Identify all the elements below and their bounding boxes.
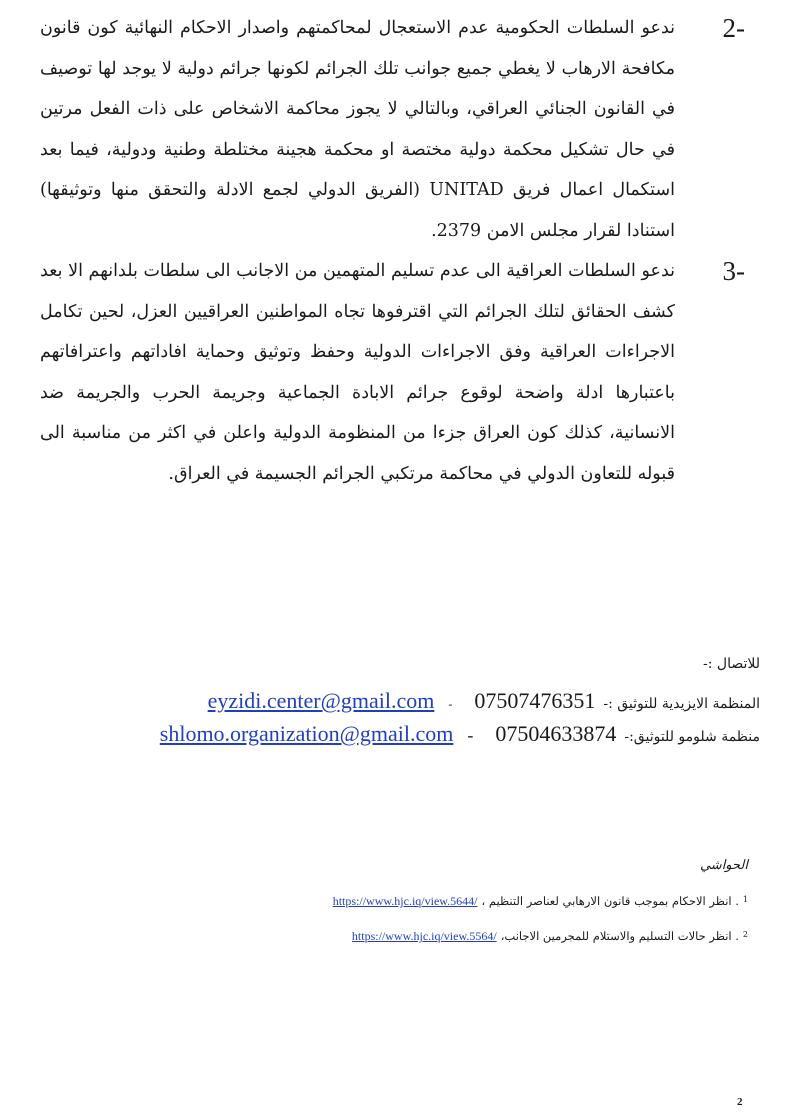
footnote-text: . انظر حالات التسليم والاستلام للمجرمين الاجانب، (500, 929, 739, 943)
organization-name: المنظمة الايزيدية للتوثيق :- (603, 696, 760, 712)
contact-row-shlomo (160, 721, 760, 747)
separator-dash: - (448, 697, 453, 711)
separator-dash: - (467, 725, 474, 745)
page-number: 2 (737, 1096, 743, 1108)
numbered-paragraph-2 (40, 8, 745, 252)
footnote-1 (333, 894, 748, 909)
paragraph-text: ندعو السلطات الحكومية عدم الاستعجال لمحاكمتهم واصدار الاحكام النهائية كون قانون مكافحة الارهاب لا يغطي جميع جوانب تلك الجرائم لكونها جرائم دولية لا يوجد لها توصيف في القانون الجنائي العراقي، وبالتالي لا يجوز محاكمة الاشخاص على ذات الفعل مرتين في حال تشكيل محكمة دولية مختصة او محكمة هجينة مختلطة وطنية ودولية، فيما بعد استكمال اعمال فريق UNITAD (الفريق الدولي لجمع الادلة والتحقق منها وتوثيقها) استنادا لقرار مجلس الامن 2379. (40, 18, 675, 241)
phone-number: 07507476351 (474, 688, 596, 713)
paragraph-text: ندعو السلطات العراقية الى عدم تسليم المتهمين من الاجانب الى سلطات بلدانهم الا بعد كشف الحقائق لتلك الجرائم التي اقترفوها تجاه المواطنين العراقيين العزل، لحين تكامل الاجراءات العراقية وفق الاجراءات الدولية وحفظ وتوثيق وحماية افاداتهم واعترافاتهم باعتبارها ادلة واضحة لوقوع جرائم الابادة الجماعية وجريمة الحرب والجريمة ضد الانسانية، كذلك كون العراق جزءا من المنظومة الدولية واعلن في اكثر من مناسبة الى قبوله للتعاون الدولي في محاكمة مرتكبي الجرائم الجسيمة في العراق. (40, 261, 675, 484)
footnote-link[interactable]: https://www.hjc.iq/view.5564/ (351, 929, 497, 943)
organization-name: منظمة شلومو للتوثيق:- (624, 729, 760, 745)
contact-heading: للاتصال :- (703, 656, 760, 672)
email-link[interactable]: shlomo.organization@gmail.com (159, 721, 454, 746)
footnote-2 (352, 929, 748, 944)
footnote-marker: 2 (742, 930, 748, 939)
footnote-link[interactable]: https://www.hjc.iq/view.5644/ (332, 894, 478, 908)
paragraph-number: 3- (722, 256, 745, 286)
phone-number: 07504633874 (495, 721, 617, 746)
email-link[interactable]: eyzidi.center@gmail.com (207, 688, 435, 713)
paragraph-number: 2- (722, 13, 745, 43)
footnote-marker: 1 (742, 895, 748, 904)
footnote-text: . انظر الاحكام بموجب قانون الارهابي لعناصر التنظيم ، (481, 894, 739, 908)
contact-row-yezidi (208, 688, 760, 714)
numbered-paragraph-3 (40, 251, 745, 495)
footnotes-heading: الحواشي (699, 858, 748, 873)
